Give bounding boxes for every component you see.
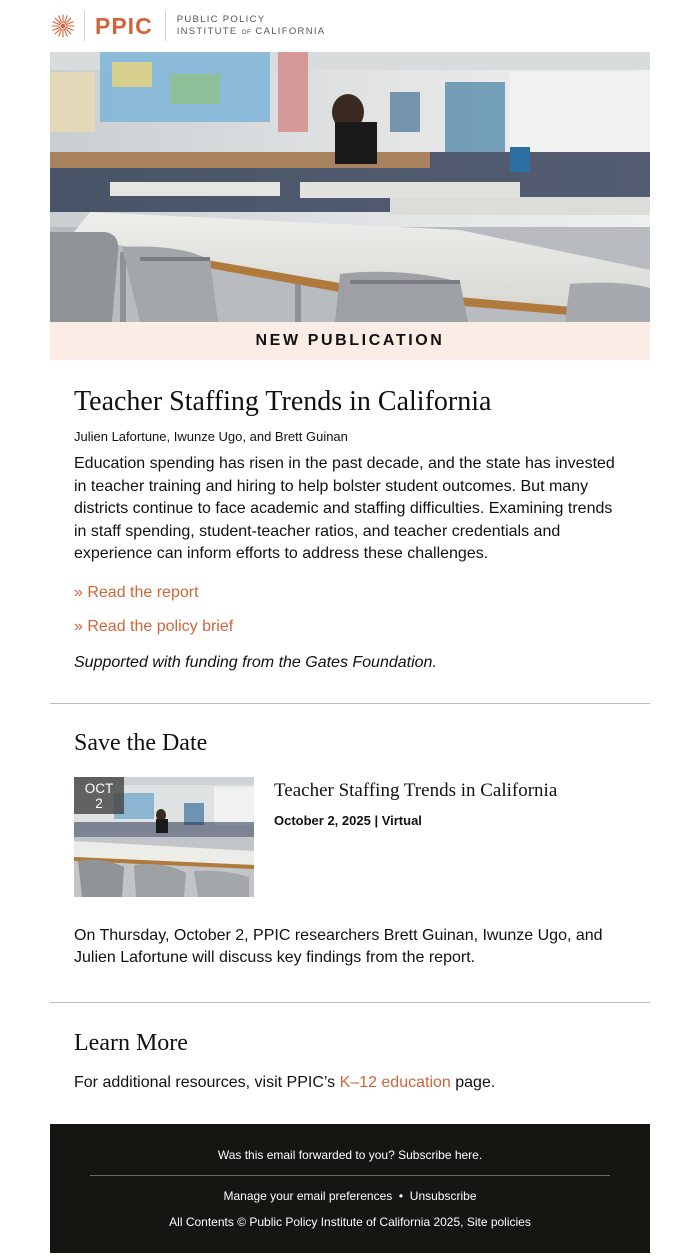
learn-more-text: For additional resources, visit PPIC’s K–12 education page. [74,1073,496,1091]
copyright-line: All Contents © Public Policy Institute of California 2025, Site policies [169,1214,531,1229]
forwarded-line: Was this email forwarded to you? Subscribe here. [217,1147,483,1162]
save-the-date-heading: Save the Date [74,729,208,756]
read-policy-brief-link[interactable]: » Read the policy brief [74,617,234,635]
section-divider [50,1002,650,1003]
hero-classroom-image [50,52,650,322]
ppic-wordmark[interactable]: PPIC [95,12,153,39]
footer-divider [90,1175,610,1176]
event-date-badge [74,777,124,814]
publication-authors: Julien Lafortune, Iwunze Ugo, and Brett Guinan [74,429,348,444]
read-report-link[interactable]: » Read the report [74,583,199,601]
org-name [177,14,326,39]
publication-title[interactable]: Teacher Staffing Trends in California [74,386,492,417]
event-info [274,780,557,897]
learn-more-section [50,1029,650,1092]
email-container [50,0,650,1253]
manage-preferences-link[interactable]: Manage your email preferences [223,1188,393,1203]
classroom-illustration [50,52,650,322]
event-date-location: October 2, 2025 | Virtual [274,812,422,828]
event-description: On Thursday, October 2, PPIC researchers Brett Guinan, Iwunze Ugo, and Julien Lafortune will discuss key findings from the report. [74,926,603,966]
unsubscribe-link[interactable]: Unsubscribe [409,1188,477,1203]
org-name-line1: PUBLIC POLICY [176,13,266,25]
publication-section [50,386,650,672]
publication-description: Education spending has risen in the past decade, and the state has invested in teacher training and hiring to help bolster student outcomes. But many districts continue to face academic and staffing difficulties. Examining trends in staff spending, student-teacher ratios, and teacher credentials and experience can inform efforts to address these challenges. [74,455,615,562]
email-footer [50,1124,650,1253]
funding-note: Supported with funding from the Gates Foundation. [74,653,437,671]
logo-divider [84,11,85,41]
save-the-date-section [50,729,650,969]
site-policies-link[interactable]: Site policies [466,1214,531,1229]
event-month: OCT [84,780,114,796]
event-title[interactable]: Teacher Staffing Trends in California [274,779,558,801]
event-thumbnail[interactable] [74,777,254,897]
sunburst-logo-icon [51,14,75,38]
logo-divider [165,11,166,41]
section-divider [50,703,650,704]
learn-more-heading: Learn More [74,1029,188,1056]
event-day: 2 [95,795,103,811]
preferences-line [50,1189,650,1203]
event-card [74,777,626,897]
bullet-separator: • [398,1188,404,1203]
k12-education-link[interactable]: K–12 education [339,1073,451,1091]
subscribe-link[interactable]: Subscribe here [398,1147,479,1162]
new-publication-banner: NEW PUBLICATION [50,322,650,360]
email-header [50,0,650,52]
org-name-line2: INSTITUTE OF CALIFORNIA [176,25,326,37]
